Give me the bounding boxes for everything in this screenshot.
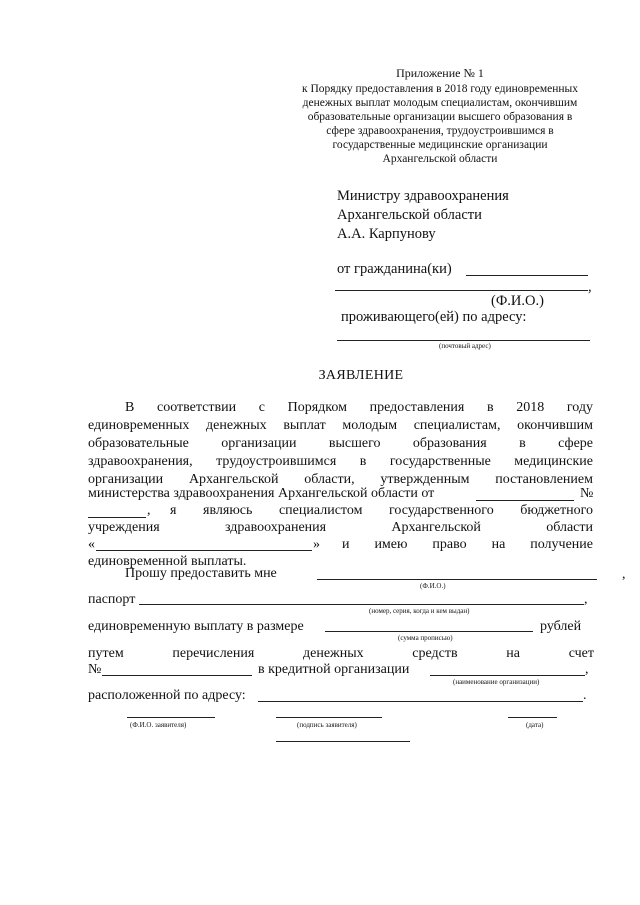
request-comma: , [622,567,626,582]
recipient-fio-caption: (Ф.И.О.) [420,582,446,590]
from-citizen-label: от гражданина(ки) [337,261,452,277]
applicant-signature-field[interactable] [276,717,382,718]
amount-field[interactable] [325,631,533,632]
body-line: образовательные организации высшего образования в сфере [88,436,593,451]
addressee-line: Архангельской области [337,207,482,223]
passport-comma: , [584,592,588,607]
fio-caption: (Ф.И.О.) [491,293,544,309]
signature-rule [276,741,410,742]
appendix-title: Приложение № 1 [396,66,484,80]
appendix-line: Архангельской области [382,153,498,165]
body-line: здравоохранения, трудоустроившимся в государственные медицинские [88,454,593,469]
amount-unit: рублей [540,619,582,634]
bank-label: в кредитной организации [258,662,410,677]
quote-close: » [313,537,320,552]
fio-comma: , [588,279,592,295]
body-line: единовременных денежных выплат молодым специалистам, окончившим [88,418,593,433]
appendix-line: государственные медицинские организации [332,139,548,151]
addressee-line: А.А. Карпунову [337,226,436,242]
transfer-line: путем перечисления денежных средств на счет [88,646,594,661]
recipient-fio-field[interactable] [317,579,597,580]
bank-caption: (наименование организации) [453,678,540,686]
request-prefix: Прошу предоставить мне [125,566,277,581]
postal-address-caption: (почтовый адрес) [439,342,491,350]
body-line: учреждения здравоохранения Архангельской области [88,520,593,535]
resolution-number-field[interactable] [88,517,146,518]
passport-caption: (номер, серия, когда и кем выдан) [369,607,470,615]
quote-open: « [88,537,95,552]
address-label: расположенной по адресу: [88,688,246,703]
applicant-fio-caption: (Ф.И.О. заявителя) [130,721,187,729]
passport-label: паспорт [88,592,136,607]
date-caption: (дата) [526,721,544,729]
from-citizen-field[interactable] [466,275,588,276]
body-line: я являюсь специалистом государственного бюджетного [170,503,593,518]
body-line: министерства здравоохранения Архангельской области от [88,486,435,501]
account-number-field[interactable] [102,675,252,676]
body-line: В соответствии с Порядком предоставления в 2018 году [125,400,593,415]
applicant-fio-field[interactable] [127,717,215,718]
institution-name-field[interactable] [96,550,312,551]
document-title: ЗАЯВЛЕНИЕ [318,368,404,383]
addressee-line: Министру здравоохранения [337,188,509,204]
body-line: единовременной выплаты. [88,554,247,569]
amount-caption: (сумма прописью) [398,634,453,642]
postal-address-field[interactable] [337,340,590,341]
appendix-line: к Порядку предоставления в 2018 году единовременных [302,83,578,95]
fio-field[interactable] [335,290,588,291]
bank-comma: , [585,662,589,677]
bank-address-field[interactable] [258,701,583,702]
appendix-line: сфере здравоохранения, трудоустроившимся в [326,125,554,137]
applicant-signature-caption: (подпись заявителя) [297,721,357,729]
body-line: организации Архангельской области, утвержденным постановлением [88,472,593,487]
residing-label: проживающего(ей) по адресу: [341,309,527,325]
body-line: и имею право на получение [342,537,593,552]
appendix-line: образовательные организации высшего образования в [307,111,573,123]
number-comma: , [147,503,151,518]
amount-label: единовременную выплату в размере [88,619,304,634]
account-number-sign: № [88,662,102,677]
date-field[interactable] [508,717,557,718]
bank-name-field[interactable] [430,675,585,676]
address-dot: . [583,688,587,703]
resolution-date-field[interactable] [476,500,574,501]
appendix-line: денежных выплат молодым специалистам, окончившим [302,97,578,109]
resolution-number-sign: № [580,486,594,501]
passport-field[interactable] [139,604,584,605]
